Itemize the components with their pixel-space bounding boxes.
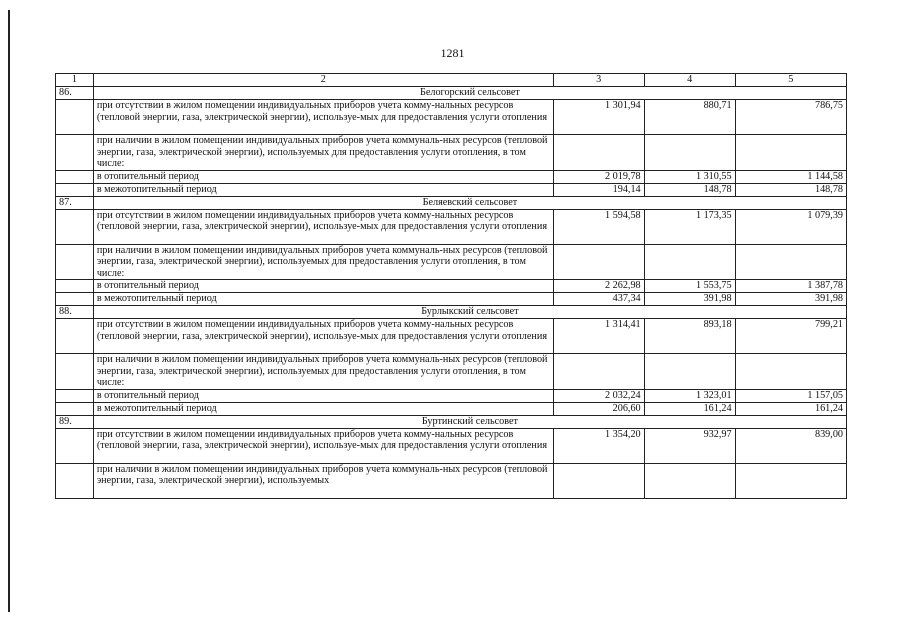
value-col-3: 2 032,24 <box>553 389 644 402</box>
value-col-3 <box>553 463 644 498</box>
value-col-4: 391,98 <box>644 293 735 306</box>
value-col-3: 1 354,20 <box>553 428 644 463</box>
row-index-cell <box>56 280 94 293</box>
header-row <box>56 74 847 87</box>
row-index-cell <box>56 402 94 415</box>
value-col-3 <box>553 354 644 390</box>
value-col-4: 880,71 <box>644 100 735 135</box>
page-number: 1281 <box>440 46 465 60</box>
row-index-cell <box>56 209 94 244</box>
column-header: 4 <box>644 74 735 87</box>
row-description: при отсутствии в жилом помещении индивидуальных приборов учета комму-нальных ресурсов (тепловой энергии, газа, электрической энергии), используе-мых для предоставления услуги отопления <box>93 209 553 244</box>
table-row <box>56 402 847 415</box>
value-col-5: 839,00 <box>735 428 846 463</box>
binding-line <box>8 10 10 612</box>
value-col-5: 391,98 <box>735 293 846 306</box>
value-col-5: 161,24 <box>735 402 846 415</box>
value-col-5: 1 157,05 <box>735 389 846 402</box>
table-row <box>56 170 847 183</box>
table-row <box>56 389 847 402</box>
section-row <box>56 196 847 209</box>
value-col-3: 437,34 <box>553 293 644 306</box>
value-col-5: 148,78 <box>735 183 846 196</box>
table-row <box>56 293 847 306</box>
section-number: 87. <box>56 196 94 209</box>
table-row <box>56 135 847 171</box>
value-col-4: 1 323,01 <box>644 389 735 402</box>
table-row <box>56 463 847 498</box>
value-col-4 <box>644 463 735 498</box>
value-col-3: 206,60 <box>553 402 644 415</box>
table-row <box>56 100 847 135</box>
value-col-4: 893,18 <box>644 319 735 354</box>
row-index-cell <box>56 428 94 463</box>
value-col-5 <box>735 244 846 280</box>
row-description: в отопительный период <box>93 170 553 183</box>
value-col-3: 1 301,94 <box>553 100 644 135</box>
value-col-4 <box>644 244 735 280</box>
value-col-5: 799,21 <box>735 319 846 354</box>
value-col-5 <box>735 463 846 498</box>
column-header: 3 <box>553 74 644 87</box>
row-description: при наличии в жилом помещении индивидуальных приборов учета коммуналь-ных ресурсов (тепловой энергии, газа, электрической энергии), используемых для предоставления услуги отопления, в том числе: <box>93 354 553 390</box>
value-col-4: 148,78 <box>644 183 735 196</box>
value-col-4 <box>644 354 735 390</box>
section-name: Бурлыкский сельсовет <box>93 306 846 319</box>
table-body <box>56 74 847 499</box>
value-col-4: 1 553,75 <box>644 280 735 293</box>
row-index-cell <box>56 463 94 498</box>
row-description: в межотопительный период <box>93 183 553 196</box>
column-header: 2 <box>93 74 553 87</box>
section-number: 89. <box>56 415 94 428</box>
row-description: в отопительный период <box>93 280 553 293</box>
tariff-table <box>55 73 847 499</box>
value-col-3: 194,14 <box>553 183 644 196</box>
row-index-cell <box>56 183 94 196</box>
row-index-cell <box>56 293 94 306</box>
row-description: при наличии в жилом помещении индивидуальных приборов учета коммуналь-ных ресурсов (тепловой энергии, газа, электрической энергии), используемых для предоставления услуги отопления, в том числе: <box>93 135 553 171</box>
section-name: Буртинский сельсовет <box>93 415 846 428</box>
value-col-4: 1 310,55 <box>644 170 735 183</box>
row-description: при наличии в жилом помещении индивидуальных приборов учета коммуналь-ных ресурсов (тепловой энергии, газа, электрической энергии), используемых <box>93 463 553 498</box>
value-col-3 <box>553 135 644 171</box>
value-col-3: 1 314,41 <box>553 319 644 354</box>
table-row <box>56 183 847 196</box>
section-number: 88. <box>56 306 94 319</box>
section-name: Беляевский сельсовет <box>93 196 846 209</box>
value-col-5: 786,75 <box>735 100 846 135</box>
section-number: 86. <box>56 87 94 100</box>
row-description: при отсутствии в жилом помещении индивидуальных приборов учета комму-нальных ресурсов (тепловой энергии, газа, электрической энергии), используе-мых для предоставления услуги отопления <box>93 319 553 354</box>
row-index-cell <box>56 100 94 135</box>
row-description: в межотопительный период <box>93 293 553 306</box>
section-row <box>56 306 847 319</box>
value-col-5: 1 144,58 <box>735 170 846 183</box>
value-col-4 <box>644 135 735 171</box>
table-row <box>56 280 847 293</box>
value-col-5 <box>735 135 846 171</box>
table-row <box>56 354 847 390</box>
row-index-cell <box>56 135 94 171</box>
table-row <box>56 209 847 244</box>
value-col-5: 1 387,78 <box>735 280 846 293</box>
row-description: при отсутствии в жилом помещении индивидуальных приборов учета комму-нальных ресурсов (тепловой энергии, газа, электрической энергии), используе-мых для предоставления услуги отопления <box>93 100 553 135</box>
value-col-3 <box>553 244 644 280</box>
value-col-5: 1 079,39 <box>735 209 846 244</box>
row-description: при наличии в жилом помещении индивидуальных приборов учета коммуналь-ных ресурсов (тепловой энергии, газа, электрической энергии), используемых для предоставления услуги отопления, в том числе: <box>93 244 553 280</box>
row-index-cell <box>56 244 94 280</box>
value-col-3: 1 594,58 <box>553 209 644 244</box>
value-col-3: 2 262,98 <box>553 280 644 293</box>
value-col-5 <box>735 354 846 390</box>
table-row <box>56 428 847 463</box>
section-name: Белогорский сельсовет <box>93 87 846 100</box>
value-col-3: 2 019,78 <box>553 170 644 183</box>
column-header: 5 <box>735 74 846 87</box>
table-row <box>56 244 847 280</box>
table-row <box>56 319 847 354</box>
column-header: 1 <box>56 74 94 87</box>
value-col-4: 161,24 <box>644 402 735 415</box>
row-description: в отопительный период <box>93 389 553 402</box>
row-index-cell <box>56 354 94 390</box>
value-col-4: 932,97 <box>644 428 735 463</box>
row-description: при отсутствии в жилом помещении индивидуальных приборов учета комму-нальных ресурсов (тепловой энергии, газа, электрической энергии), используе-мых для предоставления услуги отопления <box>93 428 553 463</box>
row-index-cell <box>56 170 94 183</box>
section-row <box>56 87 847 100</box>
row-description: в межотопительный период <box>93 402 553 415</box>
row-index-cell <box>56 319 94 354</box>
row-index-cell <box>56 389 94 402</box>
value-col-4: 1 173,35 <box>644 209 735 244</box>
section-row <box>56 415 847 428</box>
